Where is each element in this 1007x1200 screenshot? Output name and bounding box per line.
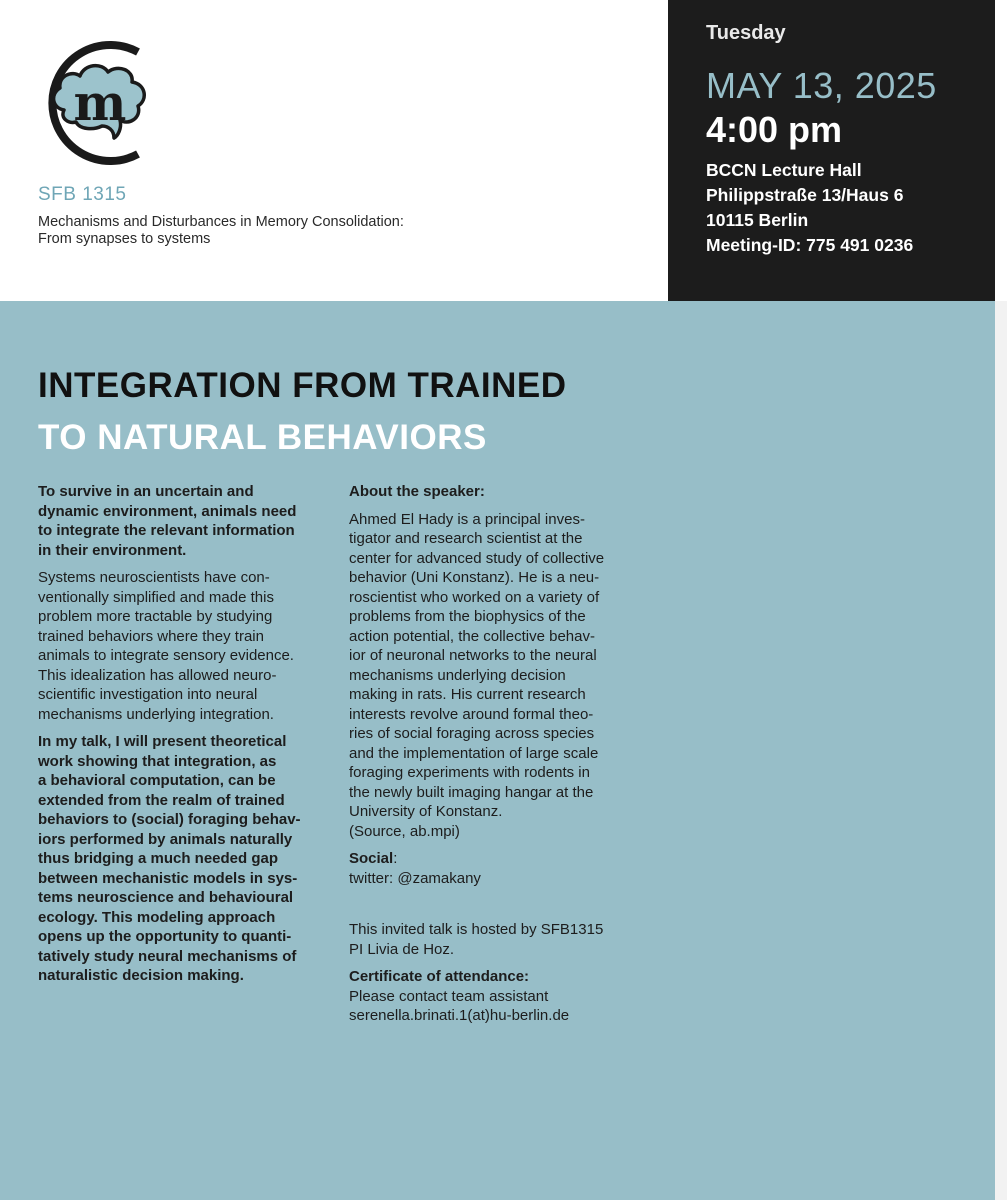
text-line: thus bridging a much needed gap [38, 850, 279, 867]
text-line: This invited talk is hosted by SFB1315 [349, 921, 604, 938]
text-line: tatively study neural mechanisms of [38, 947, 297, 965]
text-line: and the implementation of large scale [349, 744, 599, 762]
text-line: iors performed by animals naturally [38, 830, 293, 848]
text-line: problem more tractable by studying [38, 608, 273, 625]
host-info [349, 920, 649, 959]
speaker-bio [349, 510, 649, 842]
event-date: MAY 13, 2025 [706, 65, 937, 106]
text-line: the newly built imaging hangar at the [349, 783, 594, 801]
abstract-column [38, 482, 338, 994]
speaker-heading: About the speaker: [349, 483, 485, 500]
text-line: Ahmed El Hady is a principal inves- [349, 510, 585, 528]
text-line: work showing that integration, as [38, 752, 277, 770]
page-edge-top [995, 0, 1007, 301]
text-line: This idealization has allowed neuro- [38, 666, 277, 684]
certificate-heading: Certificate of attendance: [349, 968, 530, 985]
text-line: interests revolve around formal theo- [349, 705, 594, 723]
text-line: ries of social foraging across species [349, 725, 595, 742]
speaker-column [349, 482, 649, 1026]
text-line: tigator and research scientist at the [349, 530, 583, 547]
text-line: ventionally simplified and made this [38, 588, 274, 606]
text-line: Please contact team assistant [349, 987, 549, 1005]
text-line: opens up the opportunity to quanti- [38, 928, 292, 945]
text-line: problems from the biophysics of the [349, 608, 586, 625]
sfb-subtitle-line: From synapses to systems [38, 231, 211, 247]
text-line: tems neuroscience and behavioural [38, 889, 294, 906]
sfb-subtitle-line: Mechanisms and Disturbances in Memory Consolidation: [38, 214, 404, 230]
text-line: mechanisms underlying decision [349, 666, 566, 684]
venue-line: Philippstraße 13/Haus 6 [706, 185, 904, 205]
text-line: foraging experiments with rodents in [349, 764, 590, 781]
talk-title-line-2: TO NATURAL BEHAVIORS [38, 418, 487, 457]
text-line: scientific investigation into neural [38, 686, 258, 703]
certificate-info [349, 987, 649, 1026]
talk-title-line-1: INTEGRATION FROM TRAINED [38, 366, 567, 405]
text-line: PI Livia de Hoz. [349, 940, 455, 958]
meeting-id: Meeting-ID: 775 491 0236 [706, 235, 914, 255]
event-venue [706, 158, 913, 258]
text-line: ecology. This modeling approach [38, 908, 276, 926]
text-line: dynamic environment, animals need [38, 502, 297, 520]
text-line: To survive in an uncertain and [38, 483, 254, 500]
text-line: (Source, ab.mpi) [349, 822, 460, 840]
text-line: behavior (Uni Konstanz). He is a neu- [349, 569, 600, 586]
text-line: ior of neuronal networks to the neural [349, 647, 597, 664]
text-line: trained behaviors where they train [38, 627, 264, 645]
text-line: animals to integrate sensory evidence. [38, 647, 294, 664]
contact-email: serenella.brinati.1(at)hu-berlin.de [349, 1007, 570, 1024]
text-line: in their environment. [38, 541, 187, 559]
social-colon: : [393, 850, 398, 867]
venue-line: BCCN Lecture Hall [706, 160, 862, 180]
text-line: naturalistic decision making. [38, 967, 244, 984]
text-line: center for advanced study of collective [349, 549, 605, 567]
text-line: between mechanistic models in sys- [38, 869, 298, 887]
sfb-number: SFB 1315 [38, 184, 127, 205]
text-line: extended from the realm of trained [38, 791, 285, 809]
social-label: Social [349, 850, 394, 867]
text-line: roscientist who worked on a variety of [349, 588, 600, 606]
abstract-talk [38, 732, 338, 986]
sfb-subtitle [38, 214, 404, 248]
text-line: a behavioral computation, can be [38, 772, 276, 789]
text-line: University of Konstanz. [349, 803, 503, 820]
text-line: behaviors to (social) foraging behav- [38, 811, 301, 828]
text-line: mechanisms underlying integration. [38, 705, 274, 723]
logo-letter: m [73, 73, 127, 132]
event-day: Tuesday [706, 22, 786, 44]
text-line: to integrate the relevant information [38, 522, 295, 539]
abstract-body [38, 568, 338, 724]
text-line: Systems neuroscientists have con- [38, 569, 270, 586]
social-heading [349, 849, 649, 869]
twitter-handle: twitter: @zamakany [349, 869, 481, 887]
text-line: action potential, the collective behav- [349, 627, 595, 645]
venue-line: 10115 Berlin [706, 210, 809, 230]
text-line: In my talk, I will present theoretical [38, 733, 287, 750]
event-time: 4:00 pm [706, 109, 843, 150]
text-line: making in rats. His current research [349, 686, 586, 703]
abstract-intro [38, 482, 338, 560]
sfb-logo-icon [34, 38, 162, 168]
